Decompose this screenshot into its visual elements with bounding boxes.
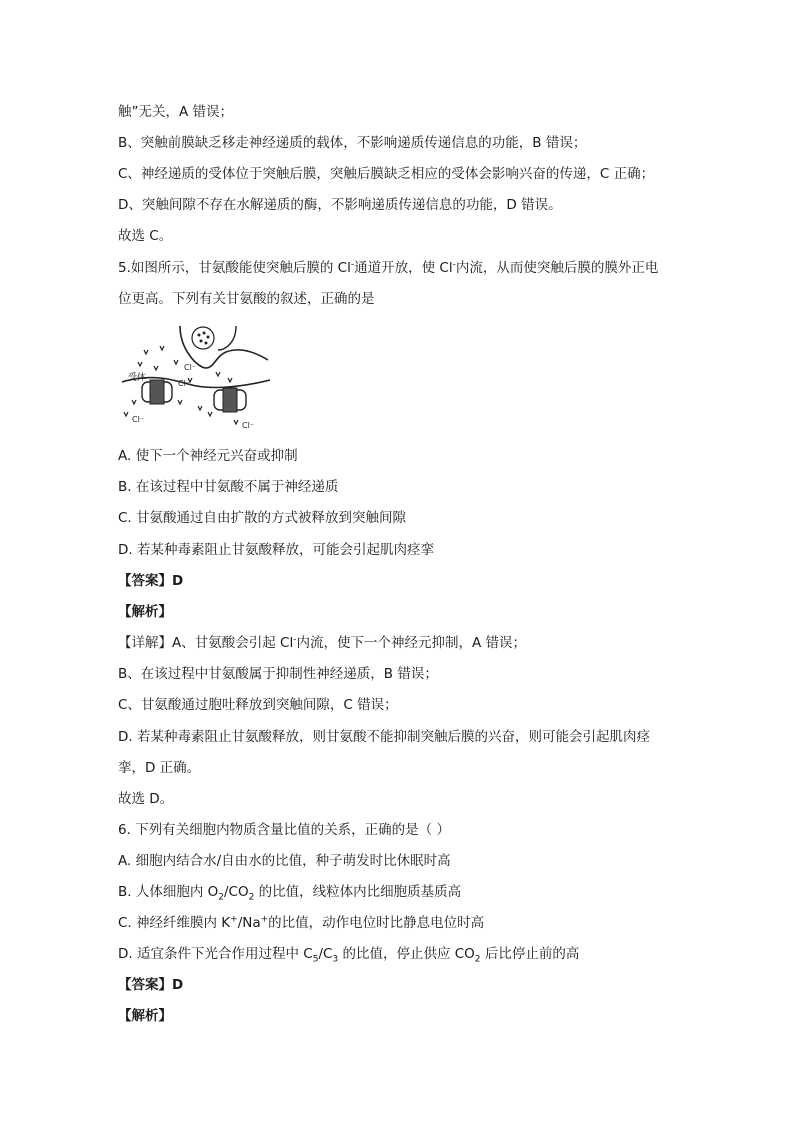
receptor-channel-2 (214, 388, 246, 412)
q5-detail-a (118, 633, 526, 653)
synapse-figure (118, 320, 274, 438)
vesicle-dot (203, 332, 206, 335)
q5-option-a: A. 使下一个神经元兴奋或抑制 (118, 448, 298, 464)
q6-analysis-title: 【解析】 (118, 1008, 172, 1024)
q6-option-c-sup1: + (230, 914, 238, 925)
q6-option-a: A. 细胞内结合水/自由水的比值，种子萌发时比休眠时高 (118, 853, 451, 869)
q6-option-c (118, 913, 484, 933)
q6-option-b-part1: B. 人体细胞内 O (118, 884, 219, 900)
q5-stem-part-b: 通道开放，使 Cl (354, 260, 453, 276)
q6-option-c-part3: 的比值，动作电位时比静息电位时高 (268, 915, 485, 931)
q4-tail-line2: B、突触前膜缺乏移走神经递质的载体，不影响递质传递信息的功能，B 错误； (118, 135, 587, 151)
q5-stem-line2: 位更高。下列有关甘氨酸的叙述，正确的是 (118, 291, 375, 307)
q6-option-c-sup2: + (260, 914, 269, 925)
q6-answer: 【答案】D (118, 977, 184, 993)
vesicle-dot (200, 340, 203, 343)
q5-option-b: B. 在该过程中甘氨酸不属于神经递质 (118, 479, 339, 495)
vesicle-dot (198, 334, 201, 337)
cl-label-3: Cl⁻ (132, 415, 145, 424)
q6-option-d (118, 944, 579, 964)
q5-detail-d-line2: 挛，D 正确。 (118, 760, 201, 776)
q5-option-d: D. 若某种毒素阻止甘氨酸释放，可能会引起肌肉痉挛 (118, 542, 434, 558)
q5-answer: 【答案】D (118, 573, 184, 589)
q5-stem-part-a: 5.如图所示，甘氨酸能使突触后膜的 Cl (118, 260, 351, 276)
q6-option-d-sub1: 5 (312, 954, 319, 965)
q5-stem-sup1: - (350, 259, 355, 270)
q5-analysis-title: 【解析】 (118, 604, 172, 620)
q5-detail-sup: - (293, 634, 297, 645)
q6-option-d-part1: D. 适宜条件下光合作用过程中 C (118, 946, 313, 962)
synaptic-vesicle (192, 327, 214, 349)
vesicle-dot (207, 336, 210, 339)
q6-option-b-sub1: 2 (218, 892, 224, 903)
q5-detail-d-line1: D. 若某种毒素阻止甘氨酸释放，则甘氨酸不能抑制突触后膜的兴奋，则可能会引起肌肉痉 (118, 729, 650, 745)
q6-option-d-part3: 的比值，停止供应 CO (338, 946, 475, 962)
cl-label-4: Cl⁻ (242, 421, 255, 430)
receptor-label: 受体 (128, 373, 147, 383)
cl-label-2: Cl⁻ (178, 379, 191, 388)
q6-option-c-part2: /Na (237, 915, 261, 931)
q5-conclusion: 故选 D。 (118, 791, 174, 807)
q5-stem-part-c: 内流，从而使突触后膜的膜外正电 (455, 260, 659, 276)
q6-option-c-part1: C. 神经纤维膜内 K (118, 915, 231, 931)
presynaptic-membrane-inner (218, 326, 236, 350)
q5-detail-b: B、在该过程中甘氨酸属于抑制性神经递质，B 错误； (118, 666, 438, 682)
q5-detail-c: C、甘氨酸通过胞吐释放到突触间隙，C 错误； (118, 697, 398, 713)
q6-option-d-part2: /C (318, 946, 333, 962)
q6-option-b (118, 882, 461, 902)
q4-tail-line4: D、突触间隙不存在水解递质的酶，不影响递质传递信息的功能，D 错误。 (118, 197, 562, 213)
q6-option-b-sub2: 2 (248, 892, 255, 903)
q6-option-d-sub2: 3 (332, 954, 339, 965)
q5-detail-a-part2: 内流，使下一个神经元抑制，A 错误； (296, 635, 526, 651)
q6-option-b-part3: 的比值，线粒体内比细胞质基质高 (254, 884, 462, 900)
q5-option-c: C. 甘氨酸通过自由扩散的方式被释放到突触间隙 (118, 510, 407, 526)
q6-option-b-part2: /CO (224, 884, 249, 900)
q5-stem-line1 (118, 258, 658, 278)
q4-tail-line1: 触”无关，A 错误； (118, 104, 234, 120)
q6-stem: 6. 下列有关细胞内物质含量比值的关系，正确的是（ ） (118, 822, 450, 838)
receptor-channel-1 (142, 380, 172, 404)
q5-stem-sup2: - (452, 259, 456, 270)
cl-label-1: Cl⁻ (184, 363, 197, 372)
q4-tail-line3: C、神经递质的受体位于突触后膜，突触后膜缺乏相应的受体会影响兴奋的传递，C 正确； (118, 166, 655, 182)
q4-conclusion: 故选 C。 (118, 228, 173, 244)
q6-option-d-sub3: 2 (474, 954, 481, 965)
vesicle-dot (205, 342, 208, 345)
q5-detail-a-part1: 【详解】A、甘氨酸会引起 Cl (118, 635, 294, 651)
q6-option-d-part4: 后比停止前的高 (480, 946, 580, 962)
